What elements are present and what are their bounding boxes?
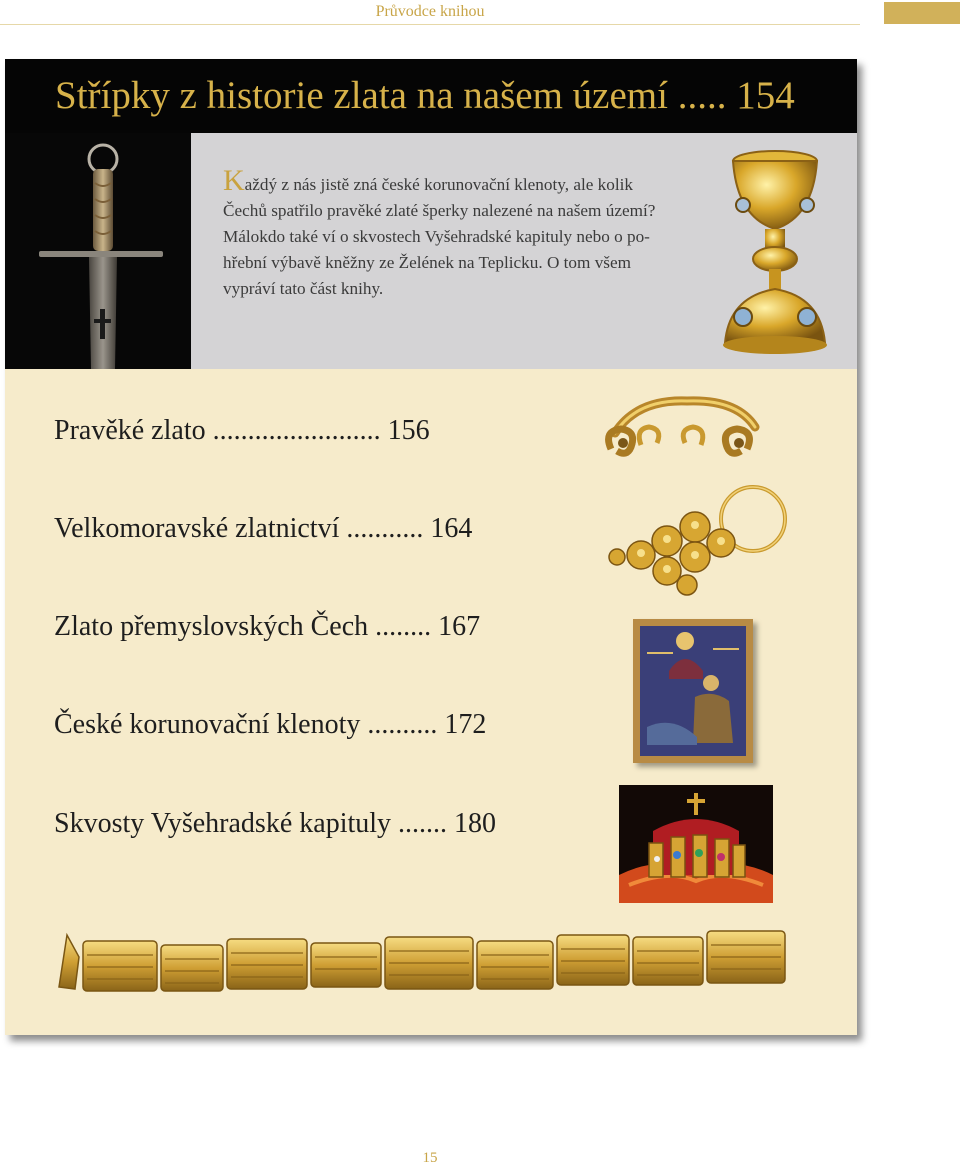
toc-entry[interactable] [54,512,472,546]
chalice-photo [719,147,831,357]
toc-leader-dots: ........ [375,611,439,642]
toc-entry-title: Pravěké zlato [54,415,213,446]
toc-entry-title: Velkomoravské zlatnictví [54,513,347,544]
intro-line: vypráví tato část knihy. [223,279,384,298]
toc-entry[interactable] [54,708,486,742]
crown-photo [619,785,773,903]
toc-leader-dots: ........................ [212,415,388,446]
section-panel [5,59,857,1035]
toc-leader-dots: ........... [346,513,431,544]
toc-page-number: 167 [438,611,481,642]
toc-entry-title: Skvosty Vyšehradské kapituly [54,808,399,839]
intro-dropcap: K [223,164,245,197]
toc-entry-title: České korunovační klenoty [54,709,368,740]
intro-line: aždý z nás jistě zná české korunovační klenoty, ale kolik [244,175,634,194]
section-title-bar [5,59,857,133]
intro-paragraph [223,164,701,302]
intro-row [5,133,857,369]
sword-photo [5,133,191,369]
toc-entry[interactable] [54,610,480,644]
toc-leader-dots: ....... [398,808,455,839]
page-number: 15 [422,1150,438,1166]
running-head: Průvodce knihou [0,0,860,25]
intro-line: Málokdo také ví o skvostech Vyšehradské kapituly nebo o po- [223,227,650,246]
toc-leader-dots: .......... [367,709,445,740]
toc-page-number: 156 [387,415,430,446]
intro-line: hřební výbavě kněžny ze Želének na Teplicku. O tom všem [223,253,631,272]
gold-band-photo [53,927,793,1005]
toc-entry[interactable] [54,414,430,448]
toc-page-number: 172 [444,709,487,740]
gold-earring-photo [601,485,797,597]
toc-entry[interactable] [54,807,496,841]
toc-page-number: 180 [454,808,497,839]
torc-bracelet-photo [597,393,767,483]
enamel-plaque-photo [633,619,753,763]
toc-entry-title: Zlato přemyslovských Čech [54,611,376,642]
section-title: Střípky z historie zlata na našem území ..... 154 [55,74,795,117]
toc-page-number: 164 [430,513,473,544]
intro-line: Čechů spatřilo pravěké zlaté šperky nalezené na našem území? [223,201,656,220]
corner-tab [884,2,960,24]
